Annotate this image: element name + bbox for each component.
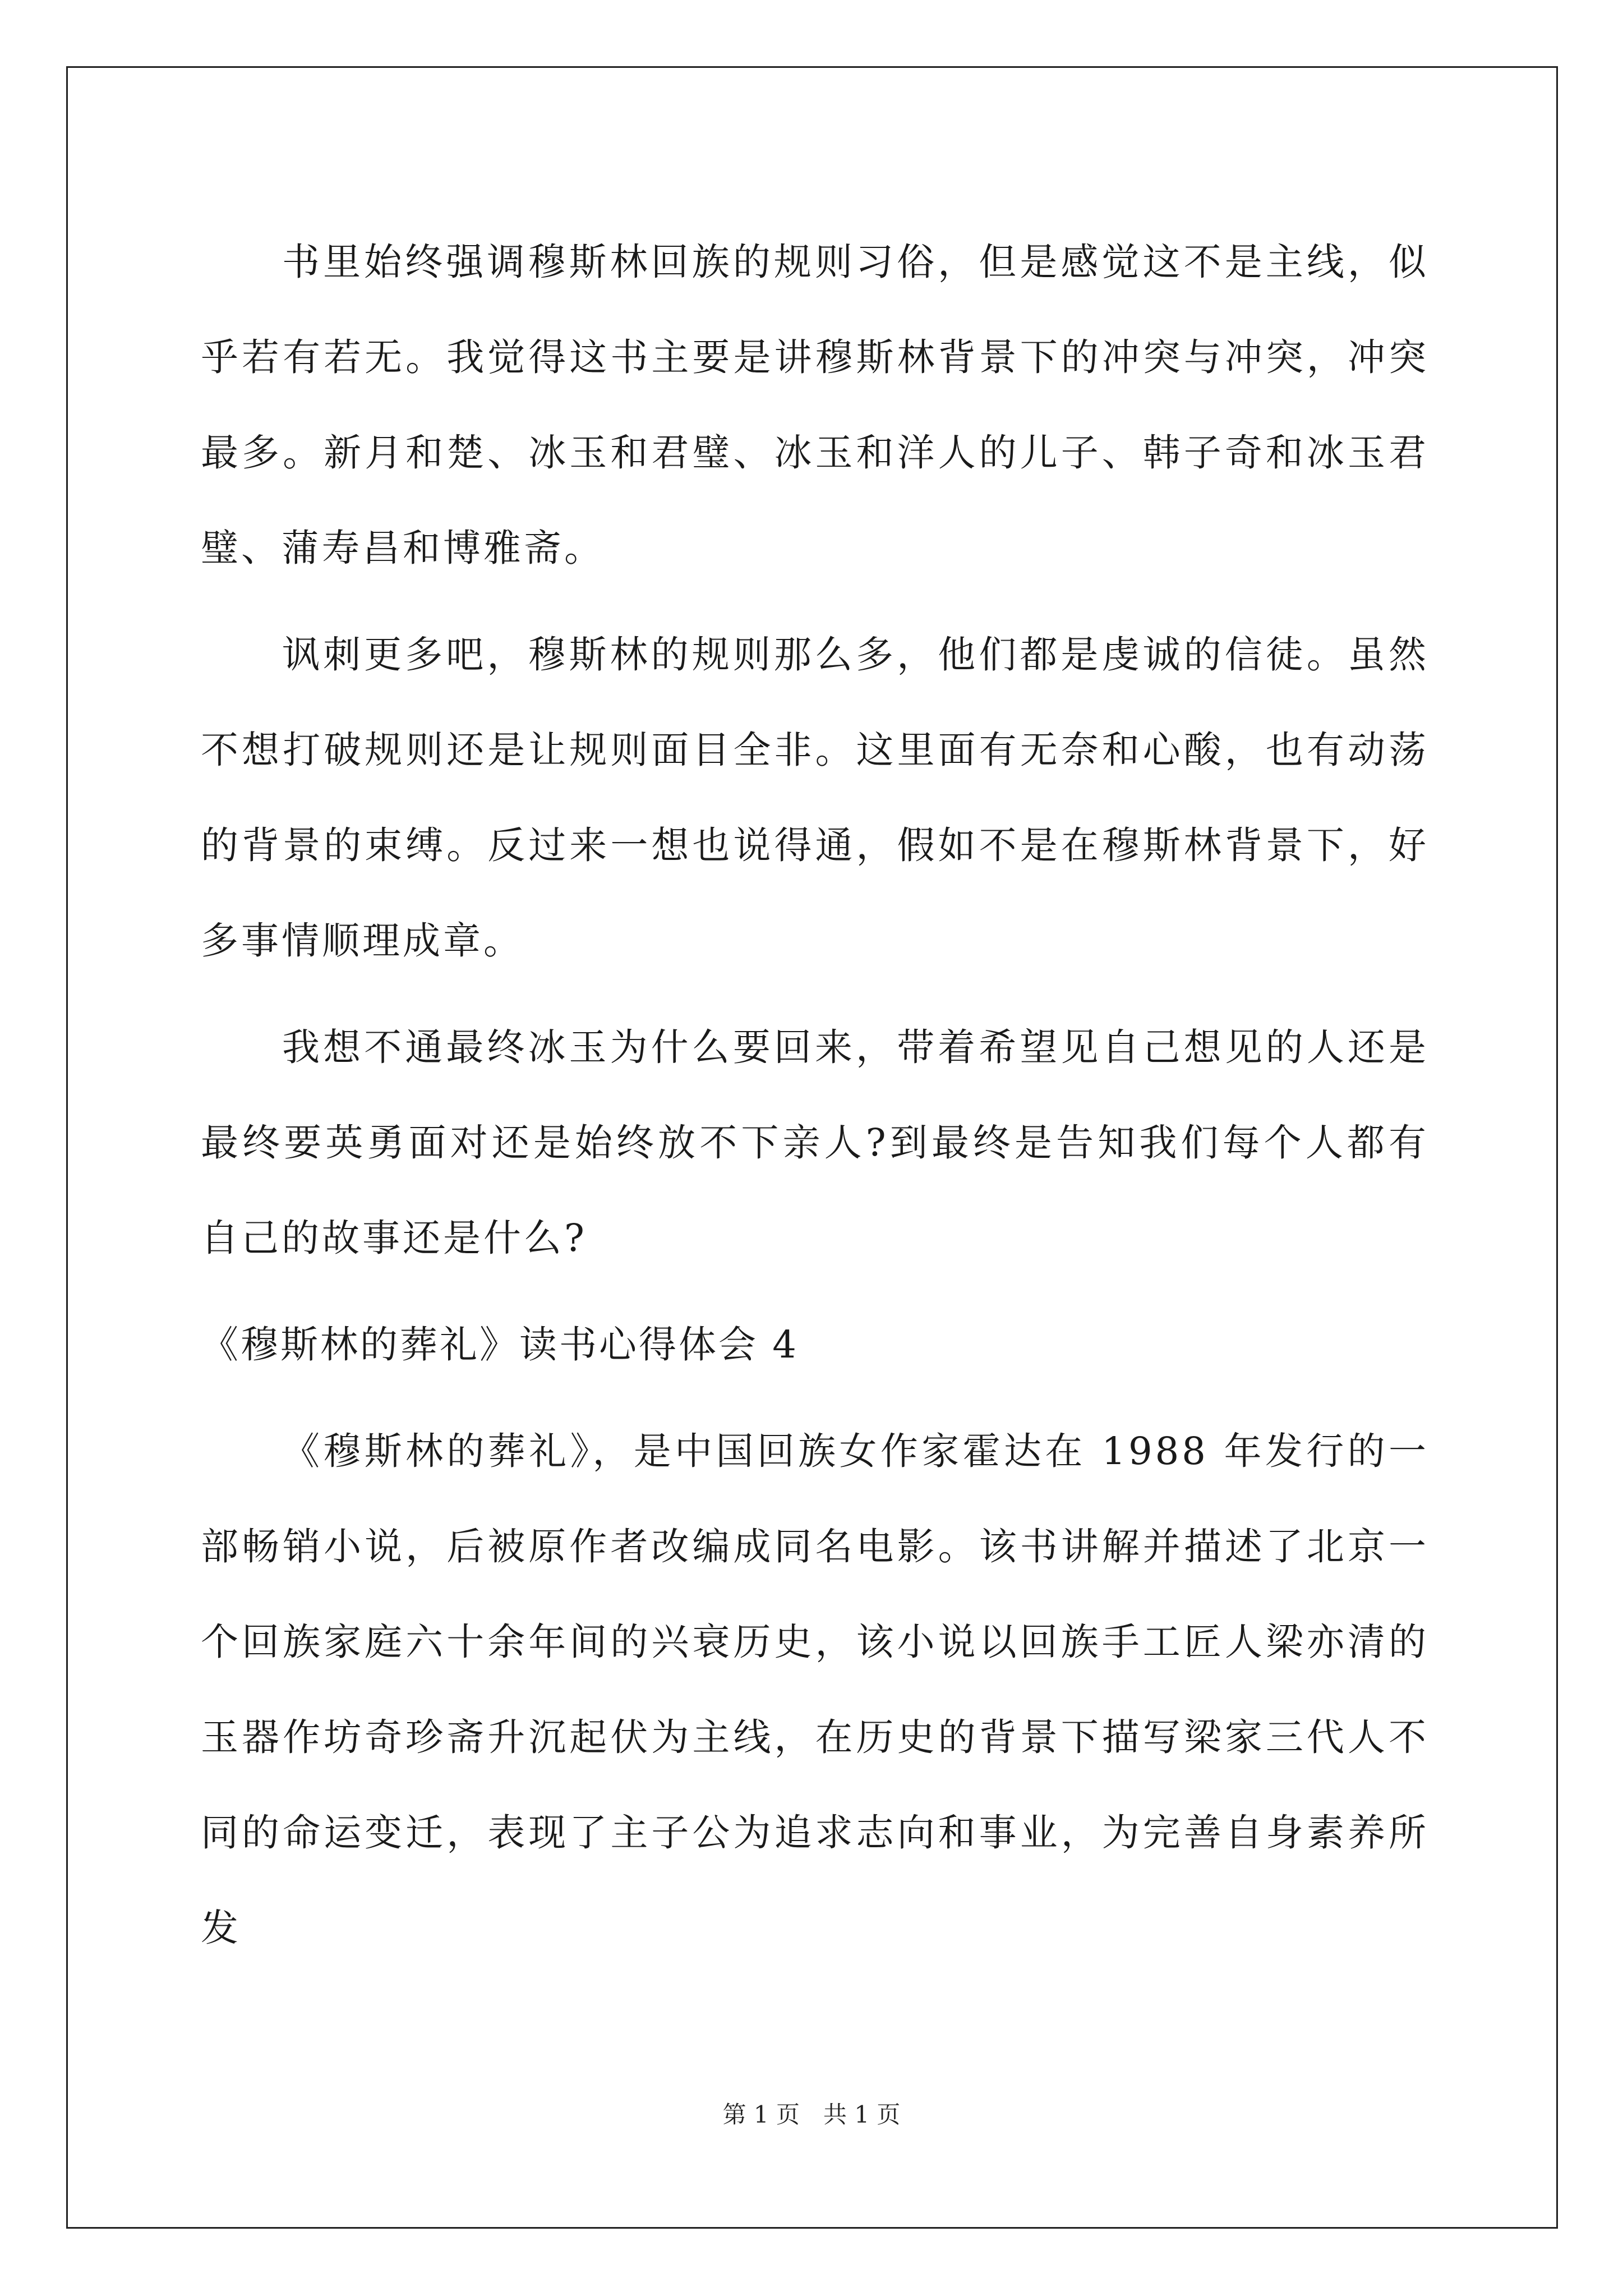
paragraph-3: 我想不通最终冰玉为什么要回来，带着希望见自己想见的人还是最终要英勇面对还是始终放不下亲人?到最终是告知我们每个人都有自己的故事还是什么? [201, 1025, 1429, 1260]
paragraph-2: 讽刺更多吧，穆斯林的规则那么多，他们都是虔诚的信徒。虽然不想打破规则还是让规则面目全非。这里面有无奈和心酸，也有动荡的背景的束缚。反过来一想也说得通，假如不是在穆斯林背景下，好多事情顺理成章。 [201, 633, 1429, 963]
section-heading: 《穆斯林的葬礼》读书心得体会 4 [201, 1323, 799, 1366]
section-paragraph: 《穆斯林的葬礼》，是中国回族女作家霍达在 1988 年发行的一部畅销小说，后被原作者改编成同名电影。该书讲解并描述了北京一个回族家庭六十余年间的兴衰历史，该小说以回族手工匠人梁亦清的玉器作坊奇珍斋升沉起伏为主线，在历史的背景下描写梁家三代人不同的命运变迁，表现了主子公为追求志向和事业，为完善自身素养所发 [201, 1429, 1429, 1950]
document-body [201, 214, 1429, 1976]
page-footer: 第 1 页 共 1 页 [722, 2101, 901, 2128]
paragraph-1: 书里始终强调穆斯林回族的规则习俗，但是感觉这不是主线，似乎若有若无。我觉得这书主要是讲穆斯林背景下的冲突与冲突，冲突最多。新月和楚、冰玉和君璧、冰玉和洋人的儿子、韩子奇和冰玉君璧、蒲寿昌和博雅斋。 [201, 240, 1429, 570]
